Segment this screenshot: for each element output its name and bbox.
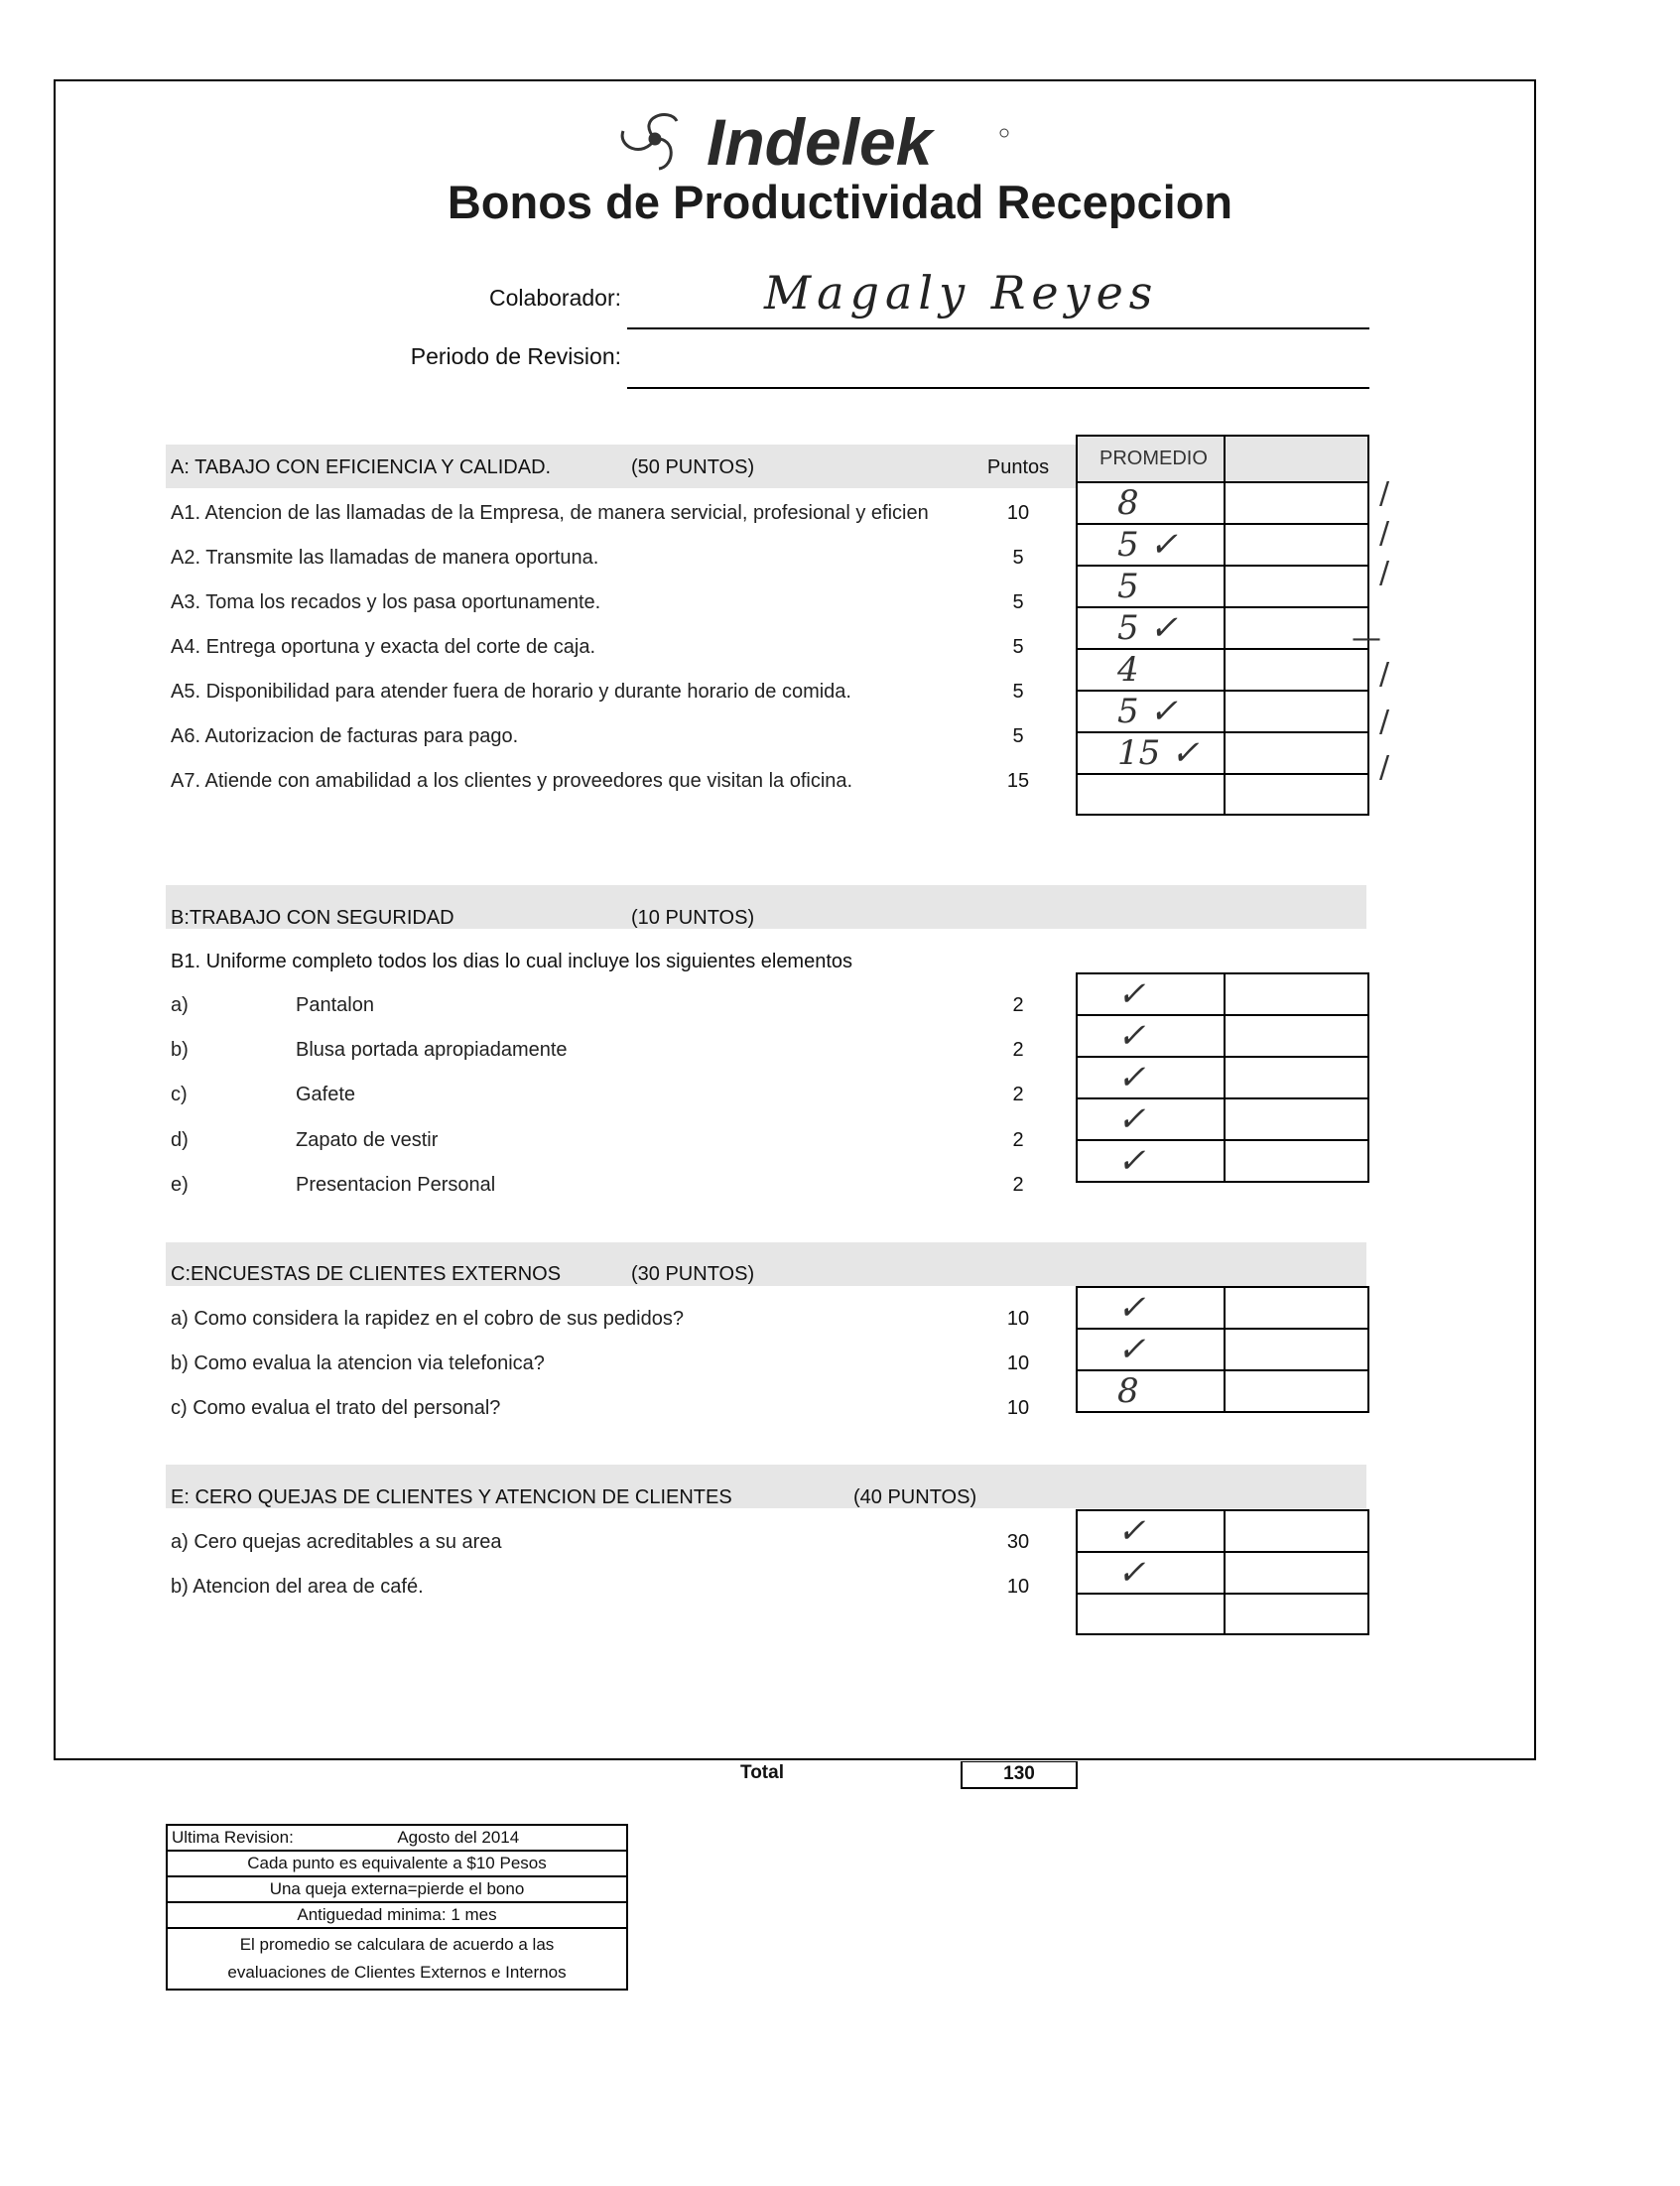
b-a-letter: a) xyxy=(171,994,189,1016)
a7-points: 15 xyxy=(1006,770,1030,792)
e-a-mark: ✓ xyxy=(1077,1510,1225,1552)
c-c-text: c) Como evalua el trato del personal? xyxy=(171,1397,501,1419)
section-c-title: C:ENCUESTAS DE CLIENTES EXTERNOS xyxy=(171,1263,562,1285)
colaborador-signature: Magaly Reyes xyxy=(764,266,1159,320)
c-a-text: a) Como considera la rapidez en el cobro de sus pedidos? xyxy=(171,1308,684,1330)
b-b-mark: ✓ xyxy=(1077,1015,1225,1057)
b-c-mark: ✓ xyxy=(1077,1057,1225,1098)
b-b-points: 2 xyxy=(1012,1039,1024,1061)
section-b-points: (10 PUNTOS) xyxy=(631,907,755,929)
a6-text: A6. Autorizacion de facturas para pago. xyxy=(171,725,519,747)
note-line: evaluaciones de Clientes Externos e Internos xyxy=(227,1963,567,1982)
colaborador-label: Colaborador: xyxy=(489,285,621,311)
colaborador-line xyxy=(627,327,1369,329)
section-a-grid xyxy=(1076,435,1369,816)
note-line: El promedio se calculara de acuerdo a las xyxy=(239,1935,555,1954)
notes-table xyxy=(166,1824,628,1991)
section-a-points: (50 PUNTOS) xyxy=(631,456,755,478)
section-b-subtitle: B1. Uniforme completo todos los dias lo cual incluye los siguientes elementos xyxy=(171,951,853,972)
puntos-header: Puntos xyxy=(986,456,1050,478)
a6-points: 5 xyxy=(1012,725,1024,747)
b-a-points: 2 xyxy=(1012,994,1024,1016)
a4-text: A4. Entrega oportuna y exacta del corte de caja. xyxy=(171,636,596,658)
periodo-line xyxy=(627,387,1369,389)
page-title: Bonos de Productividad Recepcion xyxy=(447,176,1233,228)
revision-label: Ultima Revision: xyxy=(172,1828,294,1847)
a4-points: 5 xyxy=(1012,636,1024,658)
a2-points: 5 xyxy=(1012,547,1024,569)
e-a-points: 30 xyxy=(1006,1531,1030,1553)
a1-points: 10 xyxy=(1006,502,1030,524)
c-a-points: 10 xyxy=(1006,1308,1030,1330)
b-c-points: 2 xyxy=(1012,1084,1024,1105)
margin-mark: — xyxy=(1352,621,1381,656)
e-b-text: b) Atencion del area de café. xyxy=(171,1576,424,1598)
a7-mark: 15 ✓ xyxy=(1077,732,1225,774)
margin-mark: / xyxy=(1379,476,1390,511)
b-a-mark: ✓ xyxy=(1077,973,1225,1015)
note-line: Cada punto es equivalente a $10 Pesos xyxy=(167,1851,627,1876)
e-b-points: 10 xyxy=(1006,1576,1030,1598)
margin-mark: / xyxy=(1379,705,1390,739)
revision-value: Agosto del 2014 xyxy=(397,1828,520,1847)
periodo-label: Periodo de Revision: xyxy=(410,343,621,369)
c-a-mark: ✓ xyxy=(1077,1287,1225,1329)
a2-text: A2. Transmite las llamadas de manera oportuna. xyxy=(171,547,599,569)
note-line: Antiguedad minima: 1 mes xyxy=(167,1902,627,1928)
b-c-item: Gafete xyxy=(296,1084,356,1105)
margin-mark: / xyxy=(1379,516,1390,551)
b-e-points: 2 xyxy=(1012,1174,1024,1196)
section-c-points: (30 PUNTOS) xyxy=(631,1263,755,1285)
margin-mark: / xyxy=(1379,750,1390,785)
c-b-points: 10 xyxy=(1006,1352,1030,1374)
section-e-points: (40 PUNTOS) xyxy=(853,1486,977,1508)
section-a-title: A: TABAJO CON EFICIENCIA Y CALIDAD. xyxy=(171,456,552,478)
a3-points: 5 xyxy=(1012,591,1024,613)
b-e-letter: e) xyxy=(171,1174,189,1196)
a7-text: A7. Atiende con amabilidad a los clientes y proveedores que visitan la oficina. xyxy=(171,770,853,792)
section-b-title: B:TRABAJO CON SEGURIDAD xyxy=(171,907,454,929)
a5-mark: 4 xyxy=(1077,649,1225,691)
a3-text: A3. Toma los recados y los pasa oportunamente. xyxy=(171,591,601,613)
b-d-mark: ✓ xyxy=(1077,1098,1225,1140)
section-b-grid xyxy=(1076,972,1369,1183)
promedio-header: PROMEDIO xyxy=(1077,436,1225,482)
total-label: Total xyxy=(740,1762,784,1783)
a1-text: A1. Atencion de las llamadas de la Empresa, de manera servicial, profesional y eficien xyxy=(171,502,929,524)
a6-mark: 5 ✓ xyxy=(1077,691,1225,732)
a5-points: 5 xyxy=(1012,681,1024,703)
b-d-points: 2 xyxy=(1012,1129,1024,1151)
b-d-letter: d) xyxy=(171,1129,189,1151)
c-c-mark: 8 xyxy=(1077,1370,1225,1412)
total-value: 130 xyxy=(961,1761,1078,1789)
section-e-title: E: CERO QUEJAS DE CLIENTES Y ATENCION DE CLIENTES xyxy=(171,1486,732,1508)
margin-mark: / xyxy=(1379,657,1390,692)
b-c-letter: c) xyxy=(171,1084,188,1105)
svg-text:Indelek: Indelek xyxy=(707,105,933,179)
b-b-letter: b) xyxy=(171,1039,189,1061)
pinwheel-icon xyxy=(622,115,677,169)
margin-mark: / xyxy=(1379,556,1390,590)
e-b-mark: ✓ xyxy=(1077,1552,1225,1594)
section-e-grid xyxy=(1076,1509,1369,1635)
note-line: Una queja externa=pierde el bono xyxy=(167,1876,627,1902)
indelek-logo xyxy=(615,99,1052,183)
b-e-item: Presentacion Personal xyxy=(296,1174,496,1196)
b-b-item: Blusa portada apropiadamente xyxy=(296,1039,568,1061)
section-c-grid xyxy=(1076,1286,1369,1413)
b-d-item: Zapato de vestir xyxy=(296,1129,439,1151)
a3-mark: 5 xyxy=(1077,566,1225,607)
c-b-text: b) Como evalua la atencion via telefonica? xyxy=(171,1352,545,1374)
b-e-mark: ✓ xyxy=(1077,1140,1225,1182)
a4-mark: 5 ✓ xyxy=(1077,607,1225,649)
b-a-item: Pantalon xyxy=(296,994,374,1016)
c-b-mark: ✓ xyxy=(1077,1329,1225,1370)
a5-text: A5. Disponibilidad para atender fuera de horario y durante horario de comida. xyxy=(171,681,851,703)
e-a-text: a) Cero quejas acreditables a su area xyxy=(171,1531,502,1553)
a2-mark: 5 ✓ xyxy=(1077,524,1225,566)
a1-mark: 8 xyxy=(1077,482,1225,524)
c-c-points: 10 xyxy=(1006,1397,1030,1419)
